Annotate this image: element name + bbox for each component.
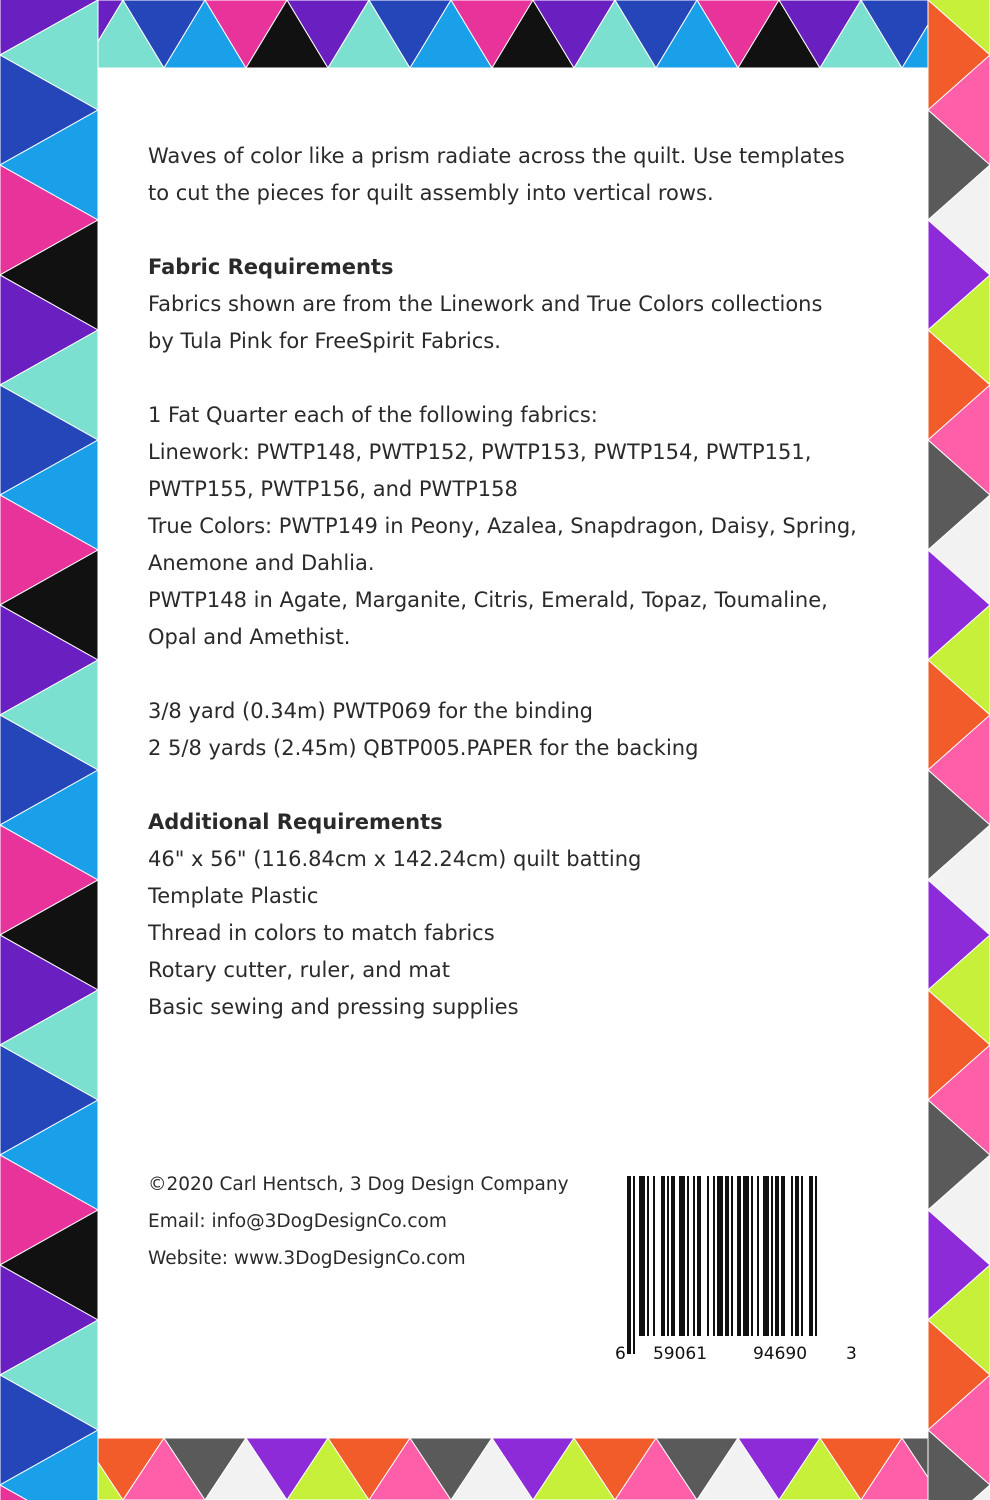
barcode-bar [757,1176,759,1336]
email-text: Email: info@3DogDesignCo.com [148,1211,447,1232]
barcode-digit-first: 6 [615,1344,626,1364]
pwtp148-fabrics: PWTP148 in Agate, Marganite, Citris, Emerald, Topaz, Toumaline, Opal and Amethist. [148,588,828,649]
barcode-bar [633,1176,635,1354]
fabric-collections-text: Fabrics shown are from the Linework and True Colors collections by Tula Pink for FreeSpirit Fabrics. [148,292,823,353]
linework-fabrics: Linework: PWTP148, PWTP152, PWTP153, PWTP154, PWTP151, PWTP155, PWTP156, and PWTP158 [148,440,812,501]
barcode-group-right: 94690 [752,1344,808,1364]
barcode-bar [707,1176,709,1336]
barcode-bar [667,1176,669,1336]
barcode-bar [801,1176,803,1336]
barcode-bar [731,1176,733,1336]
additional-item: Basic sewing and pressing supplies [148,995,519,1019]
barcode-bar [697,1176,701,1336]
barcode-bar [717,1176,723,1336]
barcode-bar [751,1176,753,1336]
copyright-text: ©2020 Carl Hentsch, 3 Dog Design Company [148,1174,569,1195]
website-text: Website: www.3DogDesignCo.com [148,1248,466,1269]
barcode-bar [693,1176,695,1336]
additional-item: Template Plastic [148,884,319,908]
barcode-bar [795,1176,799,1336]
intro-text: Waves of color like a prism radiate across the quilt. Use templates to cut the pieces for quilt assembly into vertical rows. [148,144,845,205]
barcode-bar [639,1176,645,1336]
binding-requirement: 3/8 yard (0.34m) PWTP069 for the binding [148,699,593,723]
barcode-bar [781,1176,785,1336]
barcode-bar [627,1176,631,1354]
barcode-bar [791,1176,793,1336]
fat-quarter-intro: 1 Fat Quarter each of the following fabrics: [148,403,598,427]
true-colors-fabrics: True Colors: PWTP149 in Peony, Azalea, Snapdragon, Daisy, Spring, Anemone and Dahlia. [148,514,857,575]
barcode-bar [743,1176,749,1336]
barcode-bar [815,1176,817,1336]
barcode-bar [687,1176,689,1336]
barcode-bar [647,1176,649,1336]
barcode-digit-last: 3 [846,1344,857,1364]
additional-item: 46" x 56" (116.84cm x 142.24cm) quilt batting [148,847,642,871]
additional-item: Rotary cutter, ruler, and mat [148,958,450,982]
backing-requirement: 2 5/8 yards (2.45m) QBTP005.PAPER for the backing [148,736,699,760]
publisher-info [148,1166,569,1277]
barcode-bar [653,1176,655,1336]
pattern-back-cover-panel [98,68,928,1438]
barcode-bar [671,1176,675,1336]
barcode-bar [763,1176,769,1336]
barcode-bars [627,1176,817,1354]
barcode-group-left: 59061 [652,1344,708,1364]
additional-requirements-heading: Additional Requirements [148,810,443,834]
barcode-bar [661,1176,665,1336]
barcode-bar [679,1176,685,1336]
barcode-bar [771,1176,773,1336]
fabric-requirements-heading: Fabric Requirements [148,255,394,279]
barcode-bar [725,1176,729,1336]
upc-barcode [613,1176,858,1366]
barcode-bar [713,1176,715,1336]
barcode-bar [737,1176,741,1336]
barcode-bar [809,1176,813,1336]
barcode-bar [775,1176,779,1336]
additional-item: Thread in colors to match fabrics [148,921,495,945]
